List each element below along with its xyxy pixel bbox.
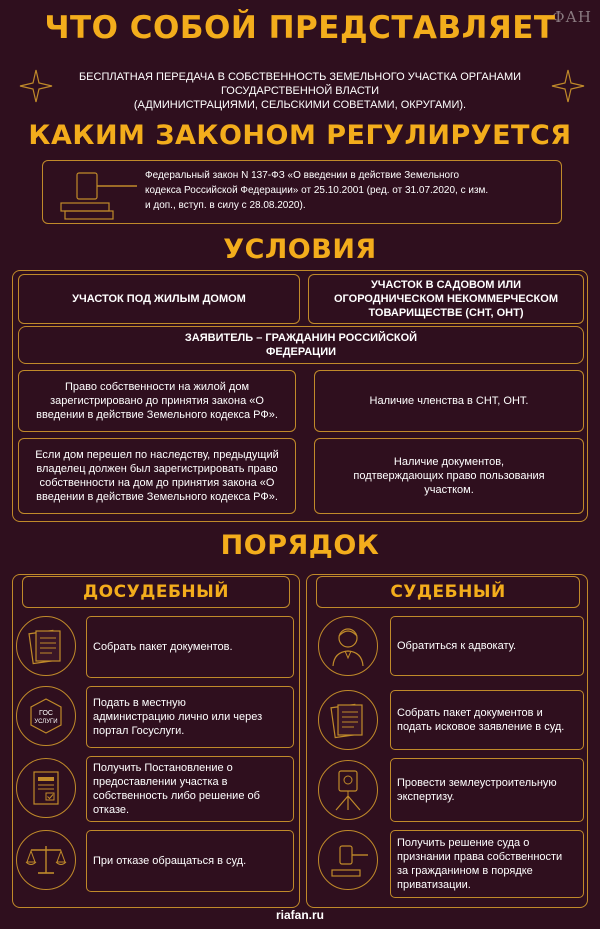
law-box [42, 160, 562, 224]
condition-house-2 [18, 438, 296, 514]
pretrial-step-4-circle [16, 830, 76, 890]
condition-line: введении в действие Земельного кодекса РФ». [36, 491, 278, 503]
judicial-step-4-circle [318, 830, 378, 890]
documents-icon [329, 700, 367, 740]
star-icon [550, 68, 586, 104]
star-icon [18, 68, 54, 104]
definition-line: (АДМИНИСТРАЦИЯМИ, СЕЛЬСКИМИ СОВЕТАМИ, ОКРУГАМИ). [133, 99, 467, 111]
step-line: Подать в местную [93, 697, 186, 709]
step-line: отказе. [93, 804, 130, 816]
pretrial-step-2 [86, 686, 294, 748]
pretrial-step-3 [86, 756, 294, 822]
condition-line: Наличие членства в СНТ, ОНТ. [369, 395, 529, 407]
section-title-what: ЧТО СОБОЙ ПРЕДСТАВЛЯЕТ [44, 10, 556, 46]
lawyer-icon [328, 624, 368, 668]
documents-icon [27, 626, 65, 666]
step-line: Собрать пакет документов и [397, 707, 543, 719]
section-title-procedure: ПОРЯДОК [220, 530, 380, 561]
definition-line: ГОСУДАРСТВЕННОЙ ВЛАСТИ [220, 85, 380, 97]
section-title-conditions: УСЛОВИЯ [223, 234, 377, 265]
step-line: Провести землеустроительную [397, 777, 557, 789]
footer-source[interactable]: riafan.ru [275, 908, 324, 922]
condition-header-snt-line: УЧАСТОК В САДОВОМ ИЛИ [370, 279, 522, 291]
step-line: При отказе обращаться в суд. [93, 855, 247, 867]
law-line: кодекса Российской Федерации» от 25.10.2001 (ред. от 31.07.2020, с изм. [145, 185, 489, 196]
step-line: собственность либо решение об [93, 790, 260, 802]
pretrial-step-1-circle [16, 616, 76, 676]
step-line: признании права собственности [397, 851, 563, 863]
gavel-icon [326, 840, 370, 880]
gosuslugi-badge-line: ГОС [39, 710, 53, 717]
condition-header-house-label: УЧАСТОК ПОД ЖИЛЫМ ДОМОМ [72, 293, 246, 305]
pretrial-step-3-circle [16, 758, 76, 818]
pretrial-step-4 [86, 830, 294, 892]
condition-header-snt-line: ОГОРОДНИЧЕСКОМ НЕКОММЕРЧЕСКОМ [334, 293, 558, 305]
condition-header-house [18, 274, 300, 324]
theodolite-icon [328, 768, 368, 812]
condition-line: Наличие документов, [393, 456, 505, 468]
section-title-law: КАКИМ ЗАКОНОМ РЕГУЛИРУЕТСЯ [28, 120, 572, 151]
condition-line: участком. [424, 484, 474, 496]
logo: ФАН [552, 8, 592, 26]
condition-snt-1 [314, 370, 584, 432]
condition-line: Право собственности на жилой дом [64, 381, 250, 393]
judicial-step-3-circle [318, 760, 378, 820]
certificate-icon [28, 768, 64, 808]
condition-line: владелец должен был зарегистрировать право [36, 463, 278, 475]
condition-line: зарегистрировано до принятия закона «О [50, 395, 264, 407]
judicial-header: СУДЕБНЫЙ [316, 576, 580, 608]
law-line: и доп., вступ. в силу с 28.08.2020). [145, 200, 306, 211]
pretrial-step-2-circle [16, 686, 76, 746]
law-line: Федеральный закон N 137-ФЗ «О введении в действие Земельного [145, 170, 460, 181]
applicant-box [18, 326, 584, 364]
gosuslugi-badge-line: УСЛУГИ [34, 719, 58, 725]
condition-header-snt [308, 274, 584, 324]
step-line: предоставлении участка в [93, 776, 228, 788]
gavel-icon [51, 165, 141, 221]
pretrial-step-1 [86, 616, 294, 678]
judicial-step-1-circle [318, 616, 378, 676]
definition-text [60, 70, 540, 112]
condition-line: введении в действие Земельного кодекса РФ». [36, 409, 278, 421]
step-line: Получить решение суда о [397, 837, 530, 849]
applicant-line: ЗАЯВИТЕЛЬ – ГРАЖДАНИН РОССИЙСКОЙ [184, 332, 418, 344]
scales-icon [25, 842, 67, 878]
step-line: подать исковое заявление в суд. [397, 721, 565, 733]
condition-line: собственности на дом до принятия закона «О [39, 477, 275, 489]
step-line: Обратиться к адвокату. [397, 640, 517, 652]
condition-header-snt-line: ТОВАРИЩЕСТВЕ (СНТ, ОНТ) [368, 307, 524, 319]
gosuslugi-icon [26, 696, 66, 736]
step-line: портал Госуслуги. [93, 725, 185, 737]
step-line: экспертизу. [397, 791, 455, 803]
pretrial-header: ДОСУДЕБНЫЙ [22, 576, 290, 608]
step-line: за гражданином в порядке [397, 865, 533, 877]
condition-snt-2 [314, 438, 584, 514]
judicial-step-3 [390, 758, 584, 822]
condition-line: подтверждающих право пользования [353, 470, 545, 482]
judicial-step-4 [390, 830, 584, 898]
step-line: администрацию лично или через [93, 711, 263, 723]
applicant-line: ФЕДЕРАЦИИ [265, 346, 337, 358]
step-line: приватизации. [397, 879, 471, 891]
step-line: Получить Постановление о [93, 762, 233, 774]
law-text [145, 168, 545, 213]
condition-house-1 [18, 370, 296, 432]
step-line: Собрать пакет документов. [93, 641, 233, 653]
judicial-step-2 [390, 690, 584, 750]
judicial-step-1 [390, 616, 584, 676]
definition-line: БЕСПЛАТНАЯ ПЕРЕДАЧА В СОБСТВЕННОСТЬ ЗЕМЕЛЬНОГО УЧАСТКА ОРГАНАМИ [78, 71, 522, 83]
judicial-step-2-circle [318, 690, 378, 750]
condition-line: Если дом перешел по наследству, предыдущий [35, 449, 279, 461]
